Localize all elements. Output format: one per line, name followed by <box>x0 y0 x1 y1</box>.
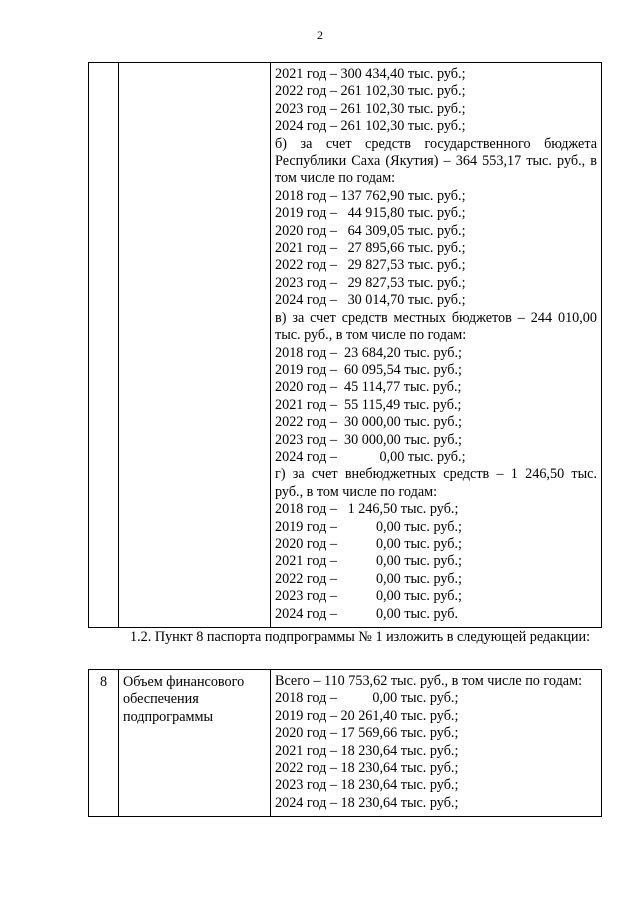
funding-year-line: 2023 год – 29 827,53 тыс. руб.; <box>275 274 466 291</box>
table-row <box>89 63 602 628</box>
funding-year-line: 2024 год – 261 102,30 тыс. руб.; <box>275 118 466 135</box>
funding-year-line: 2020 год – 17 569,66 тыс. руб.; <box>275 725 459 742</box>
funding-cell <box>271 63 602 628</box>
funding-year-line: 2023 год – 261 102,30 тыс. руб.; <box>275 100 466 117</box>
funding-year-line: 2022 год – 0,00 тыс. руб.; <box>275 570 462 587</box>
funding-text <box>275 66 597 623</box>
label-cell <box>119 670 271 817</box>
funding-year-line: 2018 год – 137 762,90 тыс. руб.; <box>275 187 466 204</box>
funding-year-line: 2024 год – 0,00 тыс. руб.; <box>275 448 466 465</box>
funding-year-line: 2020 год – 64 309,05 тыс. руб.; <box>275 222 466 239</box>
funding-table-continued <box>88 62 602 628</box>
funding-cell <box>271 670 602 817</box>
funding-text <box>275 673 597 812</box>
funding-year-line: 2022 год – 18 230,64 тыс. руб.; <box>275 760 459 777</box>
funding-source-paragraph: в) за счет средств местных бюджетов – 244 010,00 тыс. руб., в том числе по годам: <box>275 309 597 344</box>
funding-table-subprogram <box>88 669 602 817</box>
funding-source-paragraph: Всего – 110 753,62 тыс. руб., в том числе по годам: <box>275 673 583 689</box>
funding-year-line: 2021 год – 300 434,40 тыс. руб.; <box>275 66 466 82</box>
number-cell <box>89 670 119 817</box>
funding-year-line: 2019 год – 20 261,40 тыс. руб.; <box>275 707 459 724</box>
funding-year-line: 2020 год – 0,00 тыс. руб.; <box>275 535 462 552</box>
funding-year-line: 2022 год – 29 827,53 тыс. руб.; <box>275 257 466 274</box>
page-number: 2 <box>317 28 323 42</box>
funding-year-line: 2021 год – 55 115,49 тыс. руб.; <box>275 396 462 413</box>
funding-year-line: 2022 год – 261 102,30 тыс. руб.; <box>275 83 466 100</box>
funding-year-line: 2024 год – 30 014,70 тыс. руб.; <box>275 292 466 309</box>
funding-source-paragraph: г) за счет внебюджетных средств – 1 246,50 тыс. руб., в том числе по годам: <box>275 466 597 500</box>
funding-year-line: 2024 год – 18 230,64 тыс. руб.; <box>275 794 459 811</box>
funding-year-line: 2024 год – 0,00 тыс. руб. <box>275 605 459 622</box>
funding-year-line: 2022 год – 30 000,00 тыс. руб.; <box>275 414 462 431</box>
funding-year-line: 2018 год – 23 684,20 тыс. руб.; <box>275 344 462 361</box>
funding-year-line: 2019 год – 44 915,80 тыс. руб.; <box>275 205 466 222</box>
funding-year-line: 2021 год – 18 230,64 тыс. руб.; <box>275 742 459 759</box>
item-number: 8 <box>99 674 108 690</box>
funding-year-line: 2019 год – 60 095,54 тыс. руб.; <box>275 361 462 378</box>
funding-year-line: 2019 год – 0,00 тыс. руб.; <box>275 518 462 535</box>
item-label: Объем финансового обеспечения подпрограммы <box>123 674 245 725</box>
label-cell <box>119 63 271 628</box>
table-row <box>89 670 602 817</box>
funding-year-line: 2023 год – 30 000,00 тыс. руб.; <box>275 431 462 448</box>
number-cell <box>89 63 119 628</box>
funding-year-line: 2018 год – 0,00 тыс. руб.; <box>275 690 459 707</box>
funding-year-line: 2023 год – 0,00 тыс. руб.; <box>275 588 462 605</box>
funding-year-line: 2020 год – 45 114,77 тыс. руб.; <box>275 379 462 396</box>
funding-year-line: 2018 год – 1 246,50 тыс. руб.; <box>275 501 459 518</box>
funding-year-line: 2023 год – 18 230,64 тыс. руб.; <box>275 777 459 794</box>
funding-year-line: 2021 год – 0,00 тыс. руб.; <box>275 553 462 570</box>
funding-source-paragraph: б) за счет средств государственного бюджета Республики Саха (Якутия) – 364 553,17 тыс. руб., в том числе по годам: <box>275 135 597 187</box>
amendment-paragraph: 1.2. Пункт 8 паспорта подпрограммы № 1 изложить в следующей редакции: <box>130 629 591 645</box>
funding-year-line: 2021 год – 27 895,66 тыс. руб.; <box>275 240 466 257</box>
